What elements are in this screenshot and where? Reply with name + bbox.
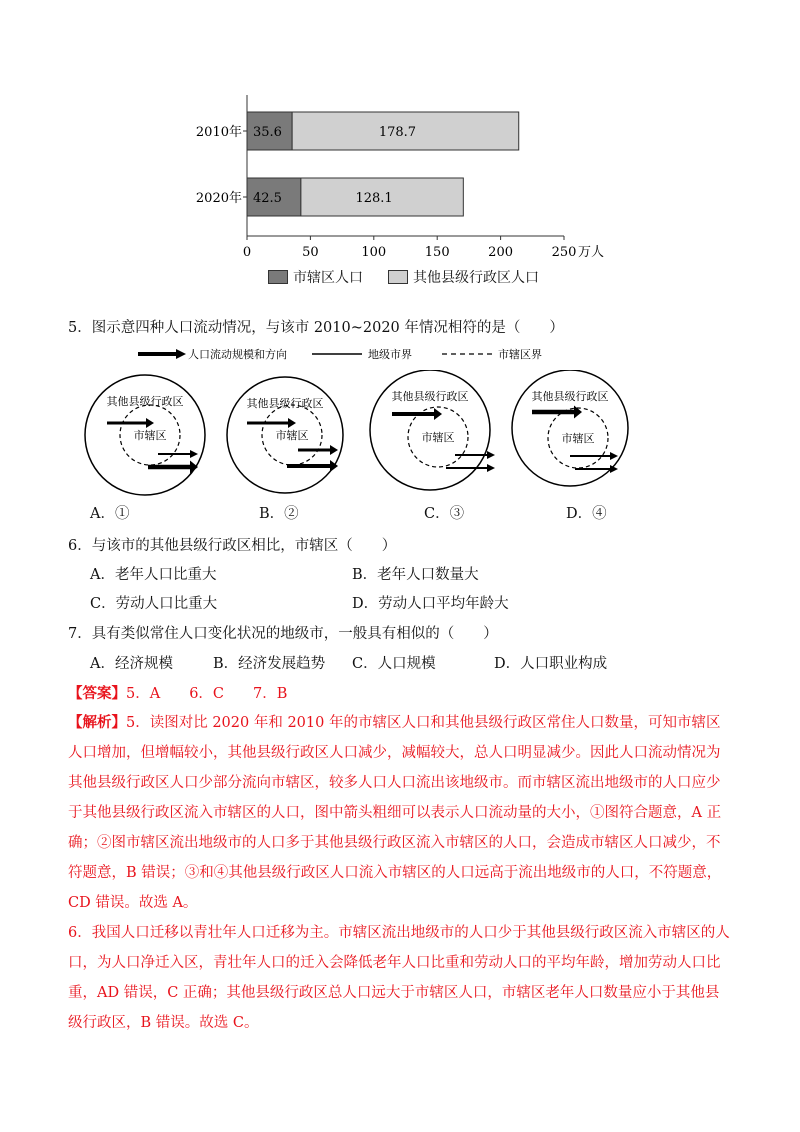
city-boundary-circle	[370, 370, 490, 490]
outflow-arrow	[575, 465, 618, 473]
legend-flow-label: 人口流动规模和方向	[188, 348, 287, 361]
outflow-arrow	[148, 461, 198, 474]
map-legend	[130, 344, 570, 364]
x-unit-label: 万人	[578, 245, 605, 260]
inner-area-label: 市辖区	[421, 431, 455, 444]
analysis-label: 【解析】	[68, 714, 126, 731]
flow-map-3	[370, 370, 490, 490]
category-label: 2010年	[195, 125, 242, 140]
q5-option-d[interactable]: D．④	[566, 506, 607, 522]
bar-data-label: 35.6	[253, 125, 282, 140]
flow-map-2	[227, 377, 343, 493]
bar-data-label: 42.5	[253, 191, 282, 206]
flow-arrow-head	[146, 418, 154, 428]
category-label: 2020年	[195, 191, 242, 206]
outflow-arrow	[287, 460, 338, 472]
flow-arrow-head	[487, 451, 495, 459]
legend-label-urban: 市辖区人口	[293, 270, 363, 286]
flow-arrow-head	[288, 418, 296, 428]
x-tick-label: 0	[242, 245, 252, 260]
q7-option-b[interactable]: B．经济发展趋势	[213, 656, 326, 672]
x-tick-label: 250	[551, 245, 577, 260]
flow-arrow-head	[330, 445, 338, 455]
q5-option-c[interactable]: C．③	[424, 506, 465, 522]
question-5-stem: 5．图示意四种人口流动情况，与该市 2010~2020 年情况相符的是（ ）	[68, 320, 564, 336]
analysis-q5	[68, 708, 732, 918]
question-6-stem: 6．与该市的其他县级行政区相比，市辖区（ ）	[68, 538, 397, 554]
q6-option-a[interactable]: A．老年人口比重大	[90, 567, 217, 583]
outflow-arrow	[455, 451, 495, 459]
inflow-arrow	[247, 418, 296, 428]
outflow-arrow	[158, 450, 198, 458]
x-tick-label: 200	[488, 245, 514, 260]
outer-area-label: 其他县级行政区	[106, 395, 184, 408]
inflow-arrow	[532, 406, 582, 419]
legend-city-label: 地级市界	[368, 348, 412, 361]
inner-area-label: 市辖区	[133, 429, 167, 442]
flow-arrow-legend-head	[176, 349, 186, 359]
flow-arrow-head	[610, 452, 618, 460]
flow-arrow-head	[190, 461, 198, 474]
q7-option-c[interactable]: C．人口规模	[352, 656, 436, 672]
q6-option-d[interactable]: D．劳动人口平均年龄大	[352, 596, 509, 612]
outer-area-label: 其他县级行政区	[246, 397, 324, 410]
answer-text: 5．A 6．C 7．B	[126, 686, 288, 702]
analysis-q6: 6．我国人口迁移以青壮年人口迁移为主。市辖区流出地级市的人口少于其他县级行政区流入市辖区的人口，为人口净迁入区，青壮年人口的迁入会降低老年人口比重和劳动人口的平均年龄，增加劳动人口比重，AD 错误，C 正确；其他县级行政区总人口远大于市辖区人口，市辖区老年人口数量应小于其他县级行政区，B 错误。故选 C。	[68, 925, 730, 1031]
question-7-stem: 7．具有类似常住人口变化状况的地级市，一般具有相似的（ ）	[68, 626, 498, 642]
flow-arrow-head	[434, 408, 442, 420]
analysis-block	[68, 708, 732, 1038]
q5-option-a[interactable]: A．①	[90, 506, 130, 522]
q7-option-a[interactable]: A．经济规模	[90, 656, 173, 672]
legend-swatch-county	[388, 270, 408, 284]
answer-line	[68, 682, 287, 703]
answer-label: 【答案】	[68, 685, 126, 702]
inner-area-label: 市辖区	[275, 429, 309, 442]
q6-option-b[interactable]: B．老年人口数量大	[352, 567, 479, 583]
outflow-arrow	[570, 452, 618, 460]
q6-option-c[interactable]: C．劳动人口比重大	[90, 596, 218, 612]
outflow-arrow	[446, 464, 495, 472]
q5-option-b[interactable]: B．②	[259, 506, 299, 522]
legend-district-label: 市辖区界	[498, 348, 542, 361]
x-tick-label: 50	[302, 245, 319, 260]
x-tick-label: 150	[424, 245, 450, 260]
inflow-arrow	[107, 418, 154, 428]
bar-data-label: 128.1	[355, 191, 393, 206]
bar-data-label: 178.7	[378, 125, 417, 140]
flow-maps	[0, 370, 800, 500]
legend-label-county: 其他县级行政区人口	[413, 270, 539, 286]
inner-area-label: 市辖区	[561, 432, 595, 445]
flow-arrow-head	[487, 464, 495, 472]
outer-area-label: 其他县级行政区	[391, 390, 469, 403]
analysis-q5-text: 5．读图对比 2020 年和 2010 年的市辖区人口和其他县级行政区常住人口数量，可知市辖区人口增加，但增幅较小，其他县级行政区人口减少，减幅较大，总人口明显减少。因此人口流动情况为其他县级行政区人口少部分流向市辖区，较多人口人口流出该地级市。而市辖区流出地级市的人口应少于其他县级行政区流入市辖区的人口，图中箭头粗细可以表示人口流动量的大小，①图符合题意，A 正确；②图市辖区流出地级市的人口多于其他县级行政区流入市辖区的人口，会造成市辖区人口减少，不符题意，B 错误；③和④其他县级行政区人口流入市辖区的人口远高于流出地级市的人口，不符题意，CD 错误。故选 A。	[68, 715, 722, 911]
flow-arrow-head	[190, 450, 198, 458]
flow-map-1	[85, 375, 205, 495]
q7-option-d[interactable]: D．人口职业构成	[494, 656, 608, 672]
legend-swatch-urban	[268, 270, 288, 284]
outer-area-label: 其他县级行政区	[531, 390, 609, 403]
inflow-arrow	[392, 408, 442, 420]
outflow-arrow	[298, 445, 338, 455]
x-tick-label: 100	[361, 245, 387, 260]
population-bar-chart	[0, 90, 800, 300]
